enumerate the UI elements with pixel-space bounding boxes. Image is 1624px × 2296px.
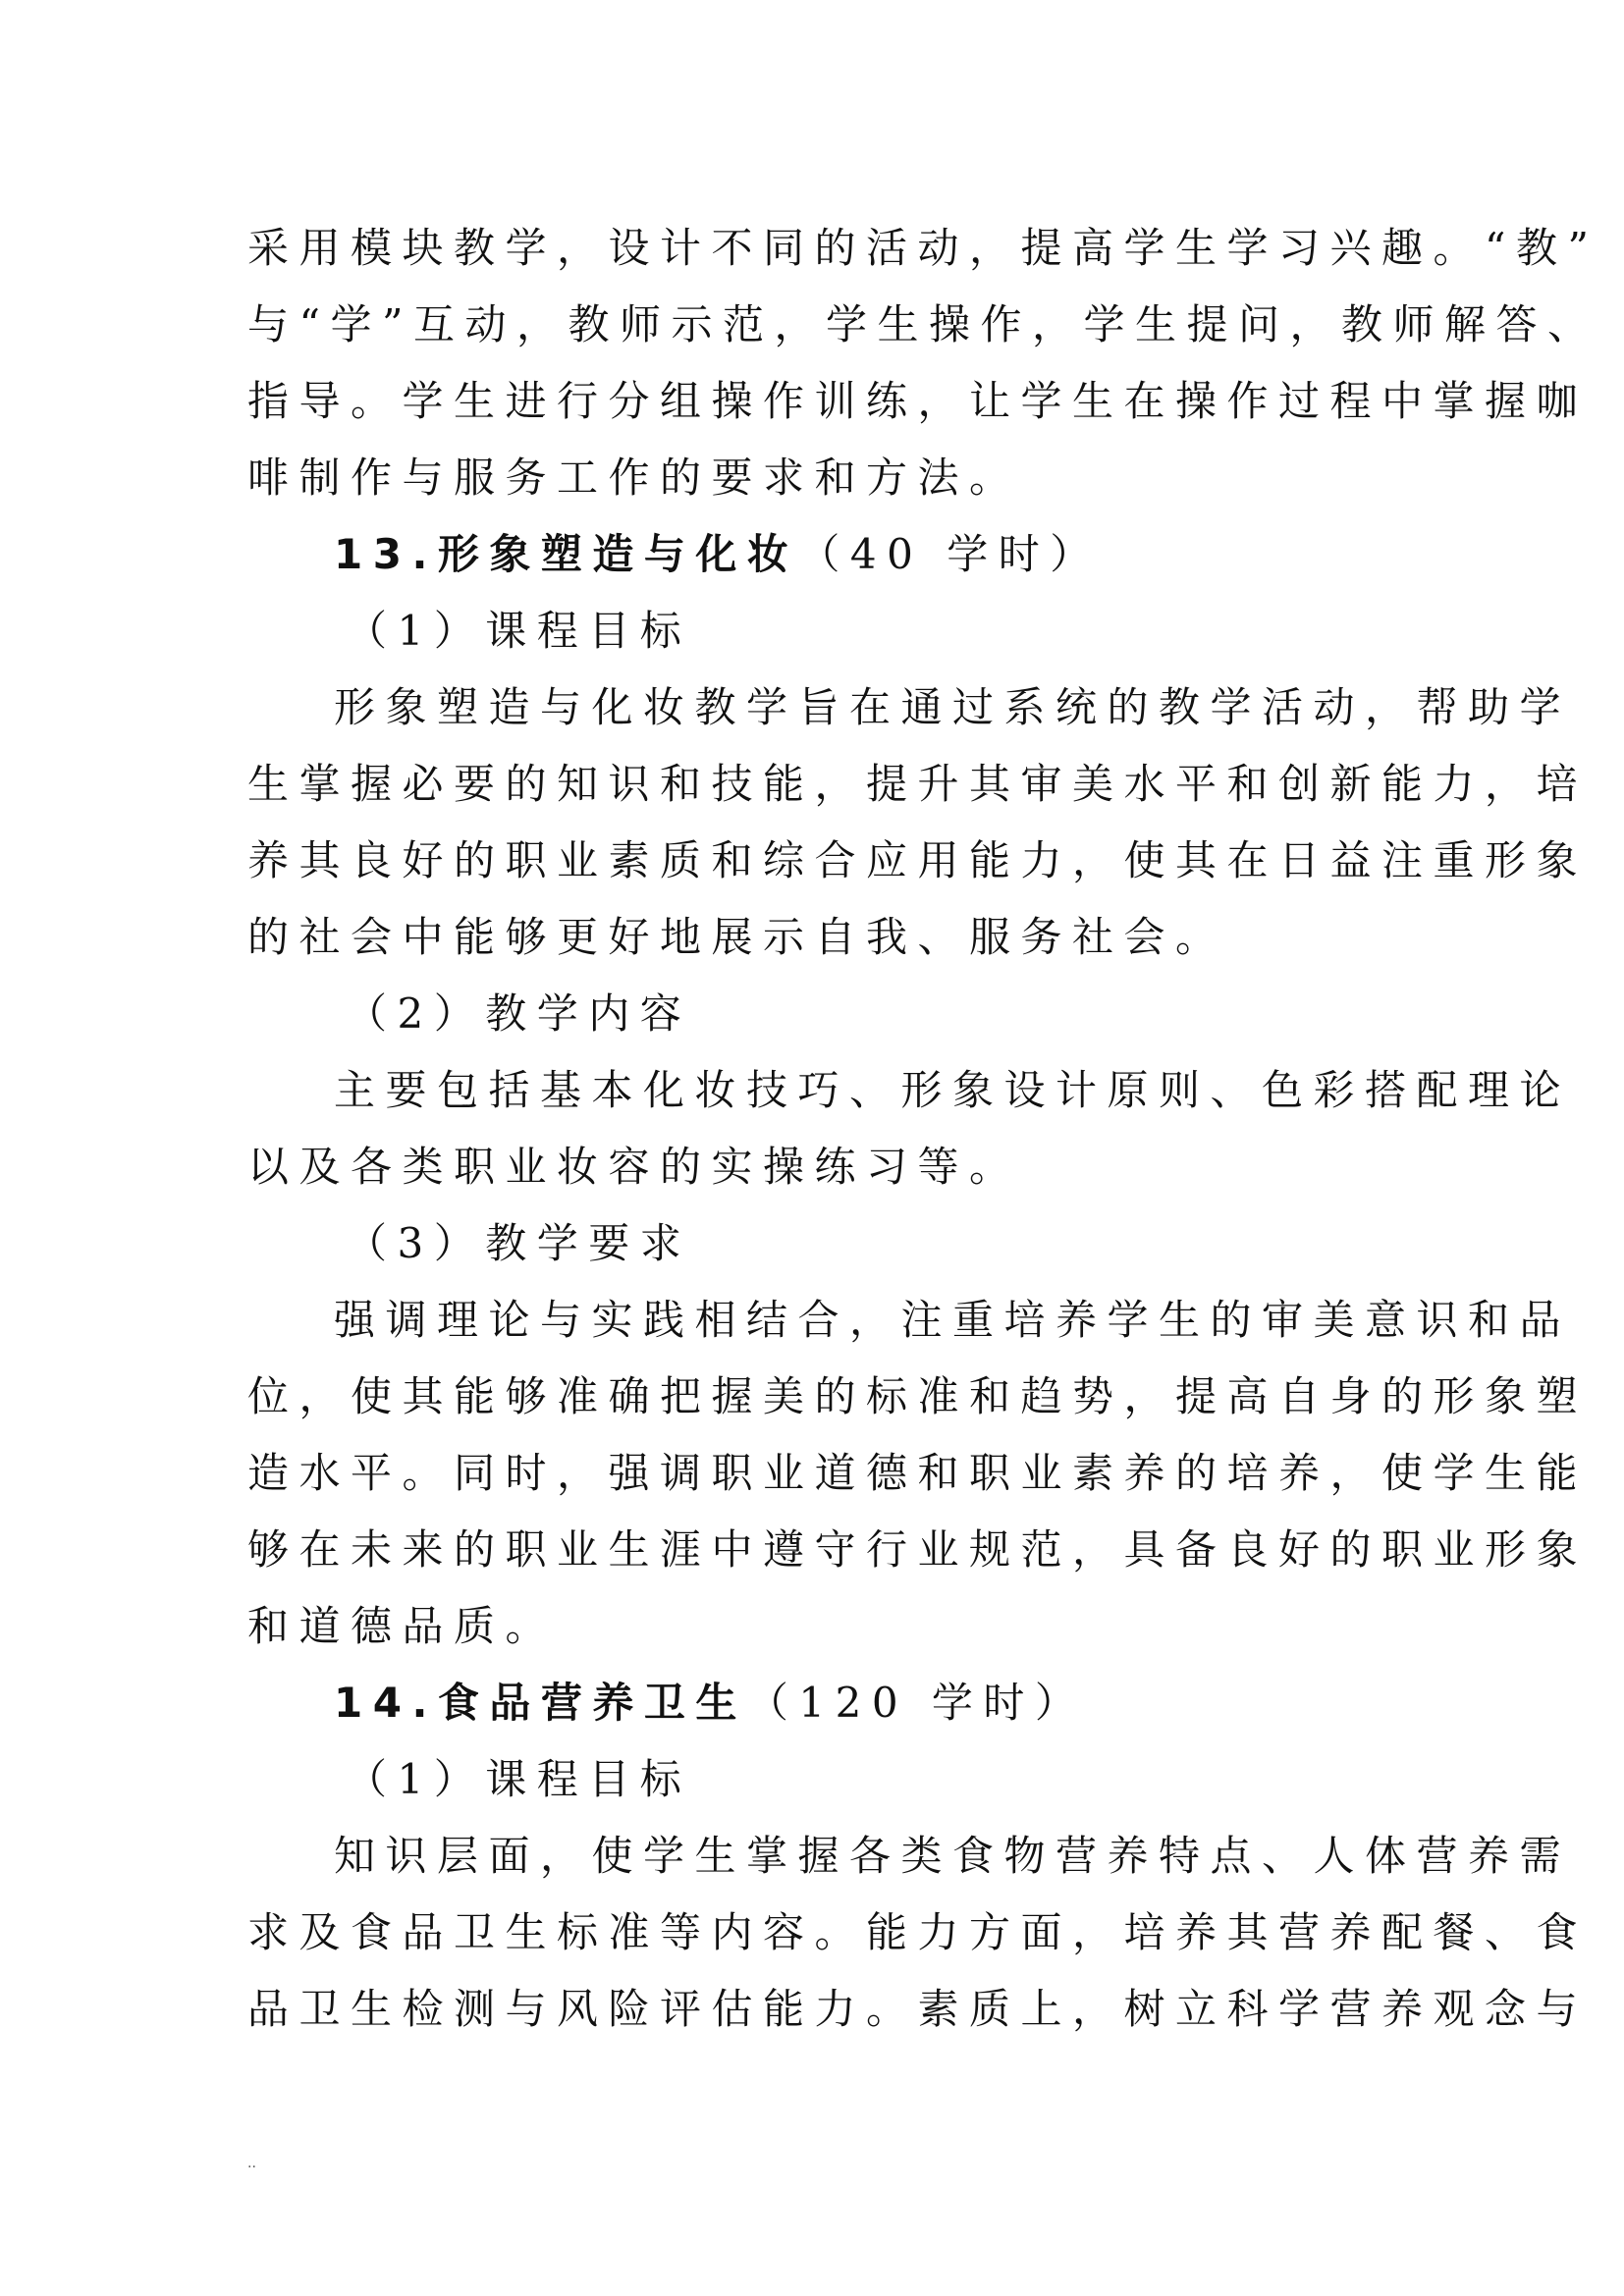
paragraph-line: 形象塑造与化妆教学旨在通过系统的教学活动，帮助学 — [334, 683, 1572, 731]
subheading-teaching-requirements: （3）教学要求 — [346, 1219, 692, 1267]
section-title: 13.形象塑造与化妆 — [334, 530, 799, 578]
paragraph-line: 主要包括基本化妆技巧、形象设计原则、色彩搭配理论 — [334, 1066, 1572, 1114]
section-heading-14 — [247, 1665, 1386, 1741]
subheading-course-goal: （1）课程目标 — [346, 607, 692, 655]
section-hours: （120 学时） — [746, 1679, 1087, 1727]
paragraph-line: 与“学”互动，教师示范，学生操作，学生提问，教师解答、 — [247, 300, 1599, 348]
paragraph-line: 造水平。同时，强调职业道德和职业素养的培养，使学生能 — [247, 1449, 1589, 1497]
section-heading-13 — [247, 516, 1386, 593]
document-body — [247, 210, 1599, 2048]
paragraph-line: 强调理论与实践相结合，注重培养学生的审美意识和品 — [334, 1296, 1572, 1344]
paragraph-line: 和道德品质。 — [247, 1602, 558, 1650]
paragraph-line: 够在未来的职业生涯中遵守行业规范，具备良好的职业形象 — [247, 1525, 1589, 1574]
footer-mark: .. — [247, 2156, 256, 2171]
paragraph-line: 指导。学生进行分组操作训练，让学生在操作过程中掌握咖 — [247, 377, 1589, 425]
paragraph-line: 品卫生检测与风险评估能力。素质上，树立科学营养观念与 — [247, 1985, 1589, 2033]
paragraph-line: 采用模块教学，设计不同的活动，提高学生学习兴趣。“教” — [247, 224, 1599, 272]
paragraph-line: 知识层面，使学生掌握各类食物营养特点、人体营养需 — [334, 1832, 1572, 1880]
paragraph-line: 位，使其能够准确把握美的标准和趋势，提高自身的形象塑 — [247, 1372, 1589, 1420]
subheading-course-goal: （1）课程目标 — [346, 1755, 692, 1803]
section-hours: （40 学时） — [798, 530, 1102, 578]
paragraph-line: 的社会中能够更好地展示自我、服务社会。 — [247, 913, 1227, 961]
paragraph-line: 养其良好的职业素质和综合应用能力，使其在日益注重形象 — [247, 836, 1589, 884]
paragraph-line: 啡制作与服务工作的要求和方法。 — [247, 454, 1021, 502]
paragraph-line: 求及食品卫生标准等内容。能力方面，培养其营养配餐、食 — [247, 1908, 1589, 1956]
subheading-teaching-content: （2）教学内容 — [346, 989, 692, 1038]
section-title: 14.食品营养卫生 — [334, 1679, 747, 1727]
paragraph-line: 以及各类职业妆容的实操练习等。 — [247, 1143, 1021, 1191]
paragraph-line: 生掌握必要的知识和技能，提升其审美水平和创新能力，培 — [247, 760, 1589, 808]
